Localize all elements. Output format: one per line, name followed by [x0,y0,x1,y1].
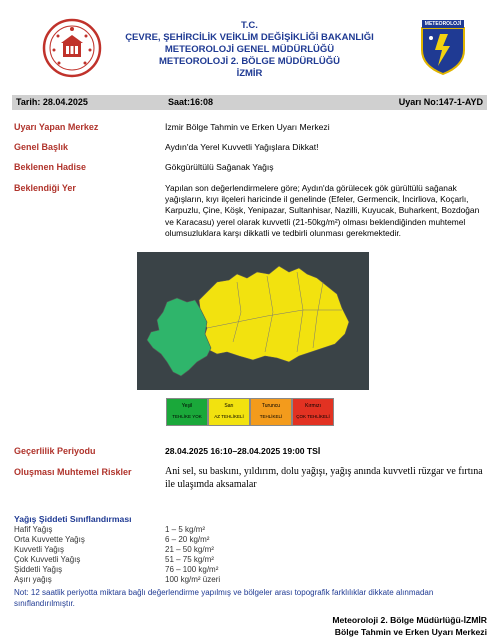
footer-directorate: Meteoroloji 2. Bölge Müdürlüğü-İZMİR [332,615,487,625]
legend-red-name: Kırmızı [305,403,321,409]
footer-center: Bölge Tahmin ve Erken Uyarı Merkezi [334,627,487,637]
meteorology-logo-text: METEOROLOJİ [424,21,462,27]
header-ministry: ÇEVRE, ŞEHİRCİLİK VEİKLİM DEĞİŞİKLİĞİ BAKANLIĞI [125,32,374,43]
info-bar [12,95,487,110]
map-yellow-region [199,266,349,362]
legend-red-desc: ÇOK TEHLİKELİ [296,414,330,419]
date-label: Tarih: 28.04.2025 [16,97,88,107]
legend-green-desc: TEHLİKE YOK [172,414,202,419]
severity-range-6: 100 kg/m² üzeri [165,575,221,584]
severity-name-4: Çok Kuvvetli Yağış [14,555,81,564]
risks-label: Oluşması Muhtemel Riskler [14,467,132,477]
header-tc: T.C. [241,20,258,31]
severity-name-3: Kuvvetli Yağış [14,545,64,554]
severity-range-2: 6 – 20 kg/m² [165,535,210,544]
severity-range-1: 1 – 5 kg/m² [165,525,206,534]
legend-orange-name: Turuncu [261,403,281,409]
severity-title: Yağış Şiddeti Sınıflandırması [14,514,132,524]
meteorology-logo [418,16,468,76]
severity-name-5: Şiddetli Yağış [14,565,63,574]
risks-value: Ani sel, su baskını, yıldırım, dolu yağışı, yağış anında kuvvetli rüzgar ve fırtına ile ulaşımda aksamalar [165,466,483,490]
classification-note: Not: 12 saatlik periyotta miktara bağlı değerlendirme yapılmış ve bölgeler arası topografik farklılıklar dikkate alınmadan sınıflandırılmıştır. [14,588,434,608]
validity-label: Geçerlilik Periyodu [14,446,96,456]
field-label-location: Beklendiği Yer [14,183,76,193]
legend-orange [250,398,292,426]
severity-range-3: 21 – 50 kg/m² [165,545,214,554]
legend-yellow-name: Sarı [224,403,234,409]
header-regional: METEOROLOJİ 2. BÖLGE MÜDÜRLÜĞÜ [158,56,341,67]
time-label: Saat:16:08 [168,97,214,107]
warning-number: Uyarı No:147-1-AYD [398,97,483,107]
legend-orange-desc: TEHLİKELİ [259,414,283,419]
severity-name-1: Hafif Yağış [14,525,53,534]
field-label-title: Genel Başlık [14,142,69,152]
severity-name-2: Orta Kuvvette Yağış [14,535,85,544]
validity-value: 28.04.2025 16:10–28.04.2025 19:00 TSİ [165,446,321,456]
legend-green [166,398,208,426]
legend-yellow [208,398,250,426]
warning-map [137,252,369,390]
field-label-event: Beklenen Hadise [14,162,87,172]
header-city: İZMİR [236,68,263,79]
legend-red [292,398,334,426]
severity-range-4: 51 – 75 kg/m² [165,555,214,564]
field-value-title: Aydın'da Yerel Kuvvetli Yağışlara Dikkat! [165,142,319,152]
severity-range-5: 76 – 100 kg/m² [165,565,219,574]
severity-name-6: Aşırı yağış [14,575,52,584]
field-value-center: İzmir Bölge Tahmin ve Erken Uyarı Merkezi [165,122,330,132]
header-directorate: METEOROLOJİ GENEL MÜDÜRLÜĞÜ [164,44,335,55]
field-label-center: Uyarı Yapan Merkez [14,122,99,132]
field-value-location: Yapılan son değerlendirmelere göre; Aydın'da görülecek gök gürültülü sağanak yağışların, kıyı ilçeleri haricinde il genelinde (Efeler, Germencik, İncirliova, Koçarlı, Karpuzlu, Çine, Köşk, Yenipazar, Sultanhisar, Nazilli, Kuyucak, Buharkent, Bozdoğan ve Karacasu) yerel olarak kuvvetli (21-50kg/m²) olması beklendiğinden muhtemel olumsuzluklara karşı dikkatli ve tedbirli olunması gerekmektedir. [165,183,480,238]
legend-green-name: Yeşil [181,403,193,409]
field-value-event: Gökgürültülü Sağanak Yağış [165,162,274,172]
legend-yellow-desc: AZ TEHLİKELİ [214,414,244,419]
